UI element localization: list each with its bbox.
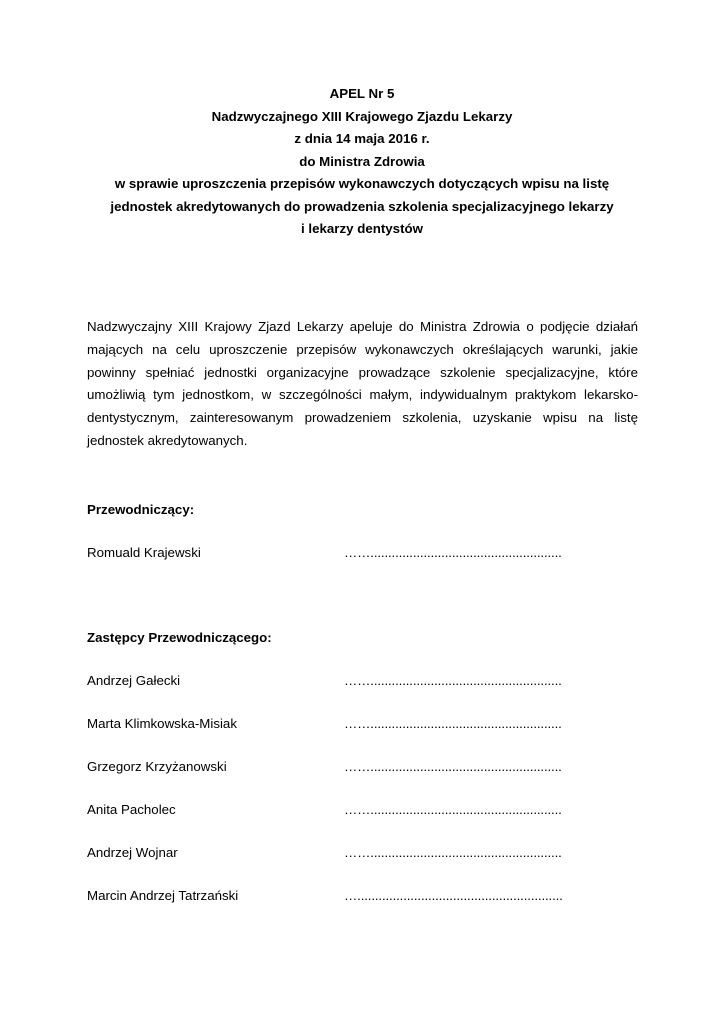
signature-row [87, 844, 647, 862]
signatory-name: Andrzej Gałecki [87, 673, 181, 688]
heading-subject-line-3: i lekarzy dentystów [301, 221, 423, 236]
heading-date: z dnia 14 maja 2016 r. [294, 131, 430, 146]
appeal-paragraph: Nadzwyczajny XIII Krajowy Zjazd Lekarzy apeluje do Ministra Zdrowia o podjęcie działań mających na celu uproszczenie przepisów wykonawczych określających warunki, jakie powinny spełniać jednostki organizacyjne prowadzące szkolenie specjalizacyjne, które umożliwią tym jednostkom, w szczególności małym, indywidualnym praktykom lekarsko-dentystycznym, zainteresowanym prowadzeniem szkolenia, uzyskanie wpisu na listę jednostek akredytowanych. [87, 319, 638, 448]
signatory-name: Anita Pacholec [87, 802, 176, 817]
signatory-name: Andrzej Wojnar [87, 845, 178, 860]
signature-row [87, 801, 647, 819]
signature-row [87, 672, 647, 690]
signature-row [87, 544, 647, 562]
signature-line: ……...................................................... [344, 673, 562, 688]
heading-subject-line-1: w sprawie uproszczenia przepisów wykonawczych dotyczących wpisu na listę [114, 176, 610, 191]
signature-line: ….......................................................... [344, 888, 563, 903]
signature-line: ……...................................................... [344, 845, 562, 860]
signature-line: ……...................................................... [344, 716, 562, 731]
signatory-name: Grzegorz Krzyżanowski [87, 759, 227, 774]
signature-row [87, 715, 647, 733]
deputies-section-label: Zastępcy Przewodniczącego: [87, 630, 272, 645]
signatory-name: Romuald Krajewski [87, 545, 201, 560]
heading-subject-line-2: jednostek akredytowanych do prowadzenia szkolenia specjalizacyjnego lekarzy [110, 198, 614, 214]
signature-line: ……...................................................... [344, 802, 562, 817]
heading-addressee: do Ministra Zdrowia [299, 153, 425, 169]
signature-row [87, 758, 647, 776]
signature-line: ……...................................................... [344, 545, 562, 560]
signatory-name: Marcin Andrzej Tatrzański [87, 888, 239, 903]
signature-row [87, 887, 647, 905]
chair-section-label: Przewodniczący: [87, 502, 195, 517]
signature-line: ……...................................................... [344, 759, 562, 774]
document-heading [60, 83, 664, 241]
heading-title: APEL Nr 5 [329, 86, 395, 101]
heading-issuer: Nadzwyczajnego XIII Krajowego Zjazdu Lekarzy [211, 108, 513, 124]
signatory-name: Marta Klimkowska-Misiak [87, 716, 237, 731]
